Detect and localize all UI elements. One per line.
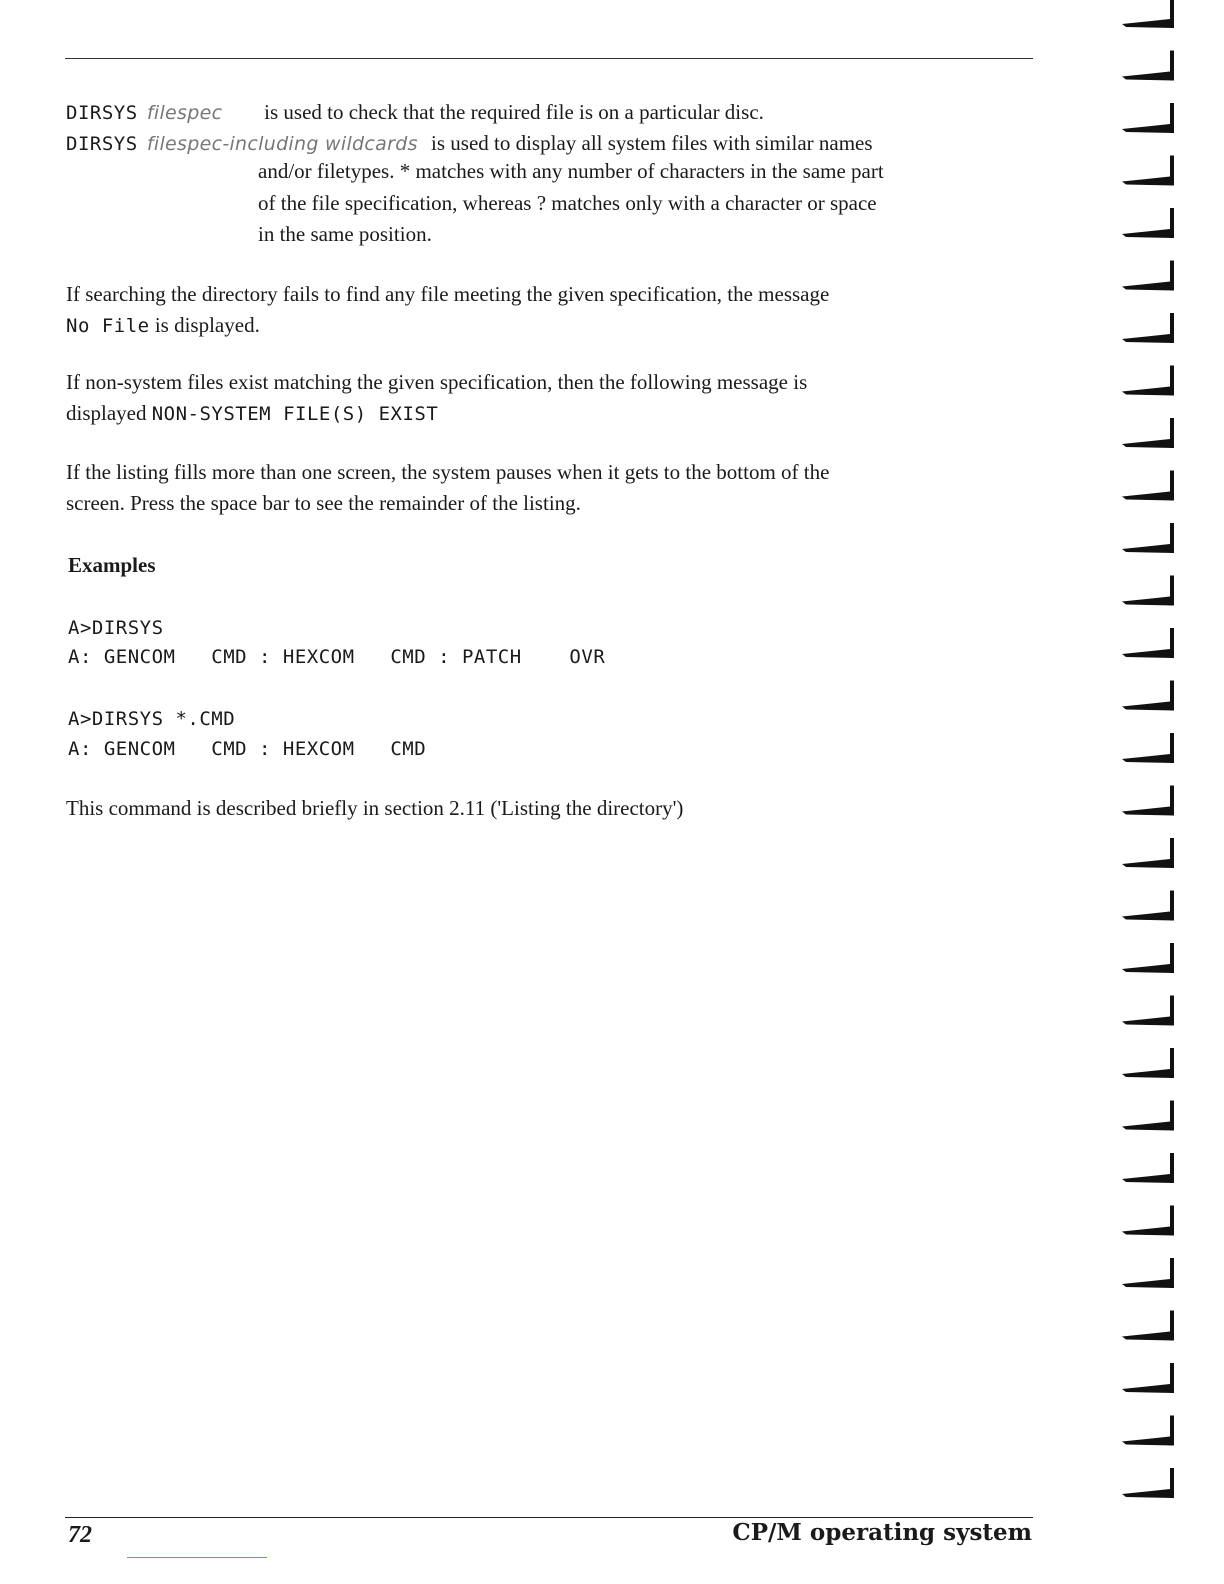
example-1-prompt: A>DIRSYS: [68, 617, 164, 639]
no-file-message: No File: [66, 315, 150, 337]
binding-tooth: [1122, 628, 1174, 658]
binding-tooth: [1122, 1416, 1174, 1446]
examples-heading: Examples: [68, 553, 156, 577]
paragraph-no-file-rest: is displayed.: [154, 313, 260, 337]
definition-2-line-3: of the file specification, whereas ? matches only with a character or space: [258, 190, 877, 215]
binding-tooth: [1122, 1101, 1174, 1131]
example-2-prompt: A>DIRSYS *.CMD: [68, 708, 236, 730]
binding-tooth: [1122, 1363, 1174, 1393]
binding-tooth: [1122, 786, 1174, 816]
example-2-output: A: GENCOM CMD : HEXCOM CMD: [68, 738, 427, 760]
paragraph-non-system-prefix: displayed: [66, 401, 147, 425]
binding-tooth: [1122, 1206, 1174, 1236]
binding-tooth: [1122, 366, 1174, 396]
definition-2-command: DIRSYS: [66, 133, 138, 155]
paragraph-no-file-line-2: [66, 310, 1032, 342]
section-title: CP/M operating system: [732, 1519, 1032, 1546]
definition-1-argument: filespec: [146, 102, 223, 124]
definition-2-argument: filespec-including wildcards: [146, 133, 418, 155]
definition-2-line-2: and/or filetypes. * matches with any number of characters in the same part: [258, 159, 884, 183]
binding-tooth: [1122, 1258, 1174, 1288]
header-rule: [65, 58, 1033, 59]
binding-tooth: [1122, 51, 1174, 81]
definition-2-line-4: in the same position.: [258, 222, 432, 246]
footer-rule: [65, 1517, 1033, 1518]
definition-1: [66, 97, 1032, 128]
binding-tooth: [1122, 103, 1174, 133]
binding-tooth: [1122, 1311, 1174, 1341]
paragraph-listing: [66, 457, 1032, 519]
binding-tooth: [1122, 943, 1174, 973]
binding-tooth: [1122, 418, 1174, 448]
paragraph-non-system: [66, 367, 1032, 430]
binding-tooth: [1122, 1468, 1174, 1498]
paragraph-listing-line-2: screen. Press the space bar to see the remainder of the listing.: [66, 491, 581, 515]
example-1-output: A: GENCOM CMD : HEXCOM CMD : PATCH OVR: [68, 646, 606, 668]
binding-tooth: [1122, 681, 1174, 711]
scan-mark: [127, 1557, 267, 1558]
binding-tooth: [1122, 891, 1174, 921]
definition-2-text: is used to display all system files with similar names: [431, 131, 873, 155]
binding-tooth: [1122, 996, 1174, 1026]
page-number: 72: [68, 1522, 92, 1548]
binding-tooth: [1122, 733, 1174, 763]
binding-tooth: [1122, 471, 1174, 501]
paragraph-no-file: [66, 279, 1032, 342]
binding-tooth: [1122, 313, 1174, 343]
paragraph-non-system-line-2: [66, 398, 1032, 430]
binding-comb: [1118, 0, 1188, 1584]
closing-note: This command is described briefly in section 2.11 ('Listing the directory'): [66, 796, 684, 820]
paragraph-listing-line-1: If the listing fills more than one screen, the system pauses when it gets to the bottom of the: [66, 460, 830, 484]
definition-1-text: is used to check that the required file is on a particular disc.: [264, 100, 764, 124]
definition-2: [66, 128, 1032, 159]
paragraph-non-system-line-1: If non-system files exist matching the given specification, then the following message is: [66, 370, 808, 394]
binding-tooth: [1122, 523, 1174, 553]
definition-2-continuation: [258, 156, 1030, 251]
binding-tooth: [1122, 838, 1174, 868]
binding-tooth: [1122, 156, 1174, 186]
binding-tooth: [1122, 208, 1174, 238]
binding-tooth: [1122, 261, 1174, 291]
binding-tooth: [1122, 0, 1174, 28]
definition-1-command: DIRSYS: [66, 102, 138, 124]
binding-tooth: [1122, 1048, 1174, 1078]
binding-tooth: [1122, 576, 1174, 606]
non-system-message: NON-SYSTEM FILE(S) EXIST: [151, 403, 439, 425]
binding-tooth: [1122, 1153, 1174, 1183]
paragraph-no-file-line-1: If searching the directory fails to find any file meeting the given specification, the message: [66, 282, 830, 306]
